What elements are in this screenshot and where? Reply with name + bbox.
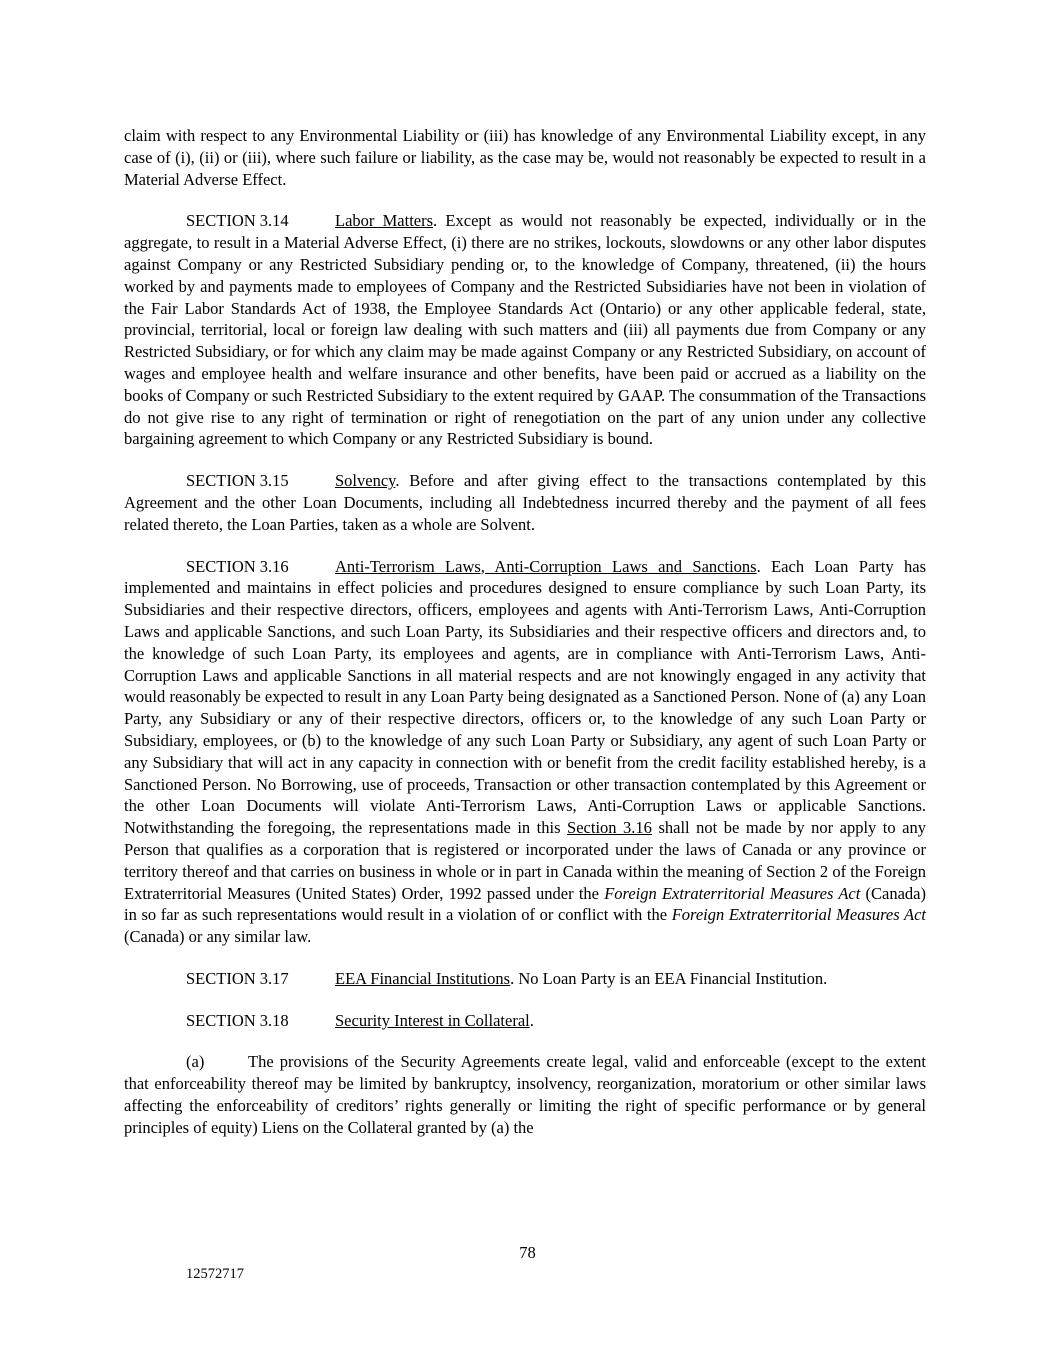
subsection-a — [124, 1051, 926, 1138]
section-body: . No Loan Party is an EEA Financial Institution. — [510, 968, 828, 988]
section-3-15 — [124, 470, 926, 535]
section-number: SECTION 3.15 — [186, 471, 289, 491]
section-title: Labor Matters — [335, 211, 434, 231]
section-body-part-2: shall not be made by nor apply to any Person that qualifies as a corporation that is registered or incorporated under the laws of Canada or any province or territory thereof and that carries on business in whole or in part in Canada within the meaning of Section 2 of the Foreign Extraterritorial Measures (United States) Order, 1992 passed under the — [124, 818, 926, 903]
section-cross-reference: Section 3.16 — [567, 818, 652, 838]
page-content — [124, 125, 926, 1159]
subsection-label: (a) — [186, 1052, 205, 1072]
section-body-part-1: . Each Loan Party has implemented and maintains in effect policies and procedures designed to ensure compliance by such Loan Party, its Subsidiaries and their respective directors, officers, employees and agents with Anti-Terrorism Laws, Anti-Corruption Laws and applicable Sanctions, and such Loan Party, its Subsidiaries and their respective officers and directors and, to the knowledge of such Loan Party, its employees and agents, are in compliance with Anti-Terrorism Laws, Anti-Corruption Laws and applicable Sanctions in all material respects and are not knowingly engaged in any activity that would reasonably be expected to result in any Loan Party being designated as a Sanctioned Person. None of (a) any Loan Party, any Subsidiary or any of their respective directors, officers or, to the knowledge of any such Loan Party or Subsidiary, employees, or (b) to the knowledge of any such Loan Party or Subsidiary, any agent of such Loan Party or any Subsidiary that will act in any capacity in connection with or benefit from the credit facility established hereby, is a Sanctioned Person. No Borrowing, use of proceeds, Transaction or other transaction contemplated by this Agreement or the other Loan Documents will violate Anti-Terrorism Laws, Anti-Corruption Laws or applicable Sanctions. Notwithstanding the foregoing, the representations made in this — [124, 556, 927, 838]
section-title: Solvency — [335, 471, 396, 491]
intro-paragraph: claim with respect to any Environmental Liability or (iii) has knowledge of any Environmental Liability except, in any case of (i), (ii) or (iii), where such failure or liability, as the case may be, would not reasonably be expected to result in a Material Adverse Effect. — [124, 126, 926, 189]
section-number: SECTION 3.16 — [186, 556, 289, 576]
section-body-part-3: (Canada) in so far as such representations would result in a violation of or conflict with the — [124, 883, 926, 925]
act-name-italic: Foreign Extraterritorial Measures Act — [671, 905, 926, 925]
section-body-part-4: (Canada) or any similar law. — [124, 927, 312, 947]
section-number: SECTION 3.18 — [186, 1010, 289, 1030]
section-title: Security Interest in Collateral — [335, 1010, 530, 1030]
section-number: SECTION 3.17 — [186, 968, 289, 988]
section-body: . Before and after giving effect to the transactions contemplated by this Agreement and the other Loan Documents, including all Indebtedness incurred thereby and the payment of all fees related thereto, the Loan Parties, taken as a whole are Solvent. — [124, 471, 926, 534]
section-title: Anti-Terrorism Laws, Anti-Corruption Laws and Sanctions — [335, 556, 757, 576]
subsection-text: The provisions of the Security Agreements create legal, valid and enforceable (except to the extent that enforceability thereof may be limited by bankruptcy, insolvency, reorganization, moratorium or other similar laws affecting the enforceability of creditors’ rights generally or limiting the right of specific performance or by general principles of equity) Liens on the Collateral granted by (a) the — [124, 1052, 926, 1137]
section-body: . Except as would not reasonably be expected, individually or in the aggregate, to result in a Material Adverse Effect, (i) there are no strikes, lockouts, slowdowns or any other labor disputes against Company or any Restricted Subsidiary pending or, to the knowledge of Company, threatened, (ii) the hours worked by and payments made to employees of Company and the Restricted Subsidiaries have not been in violation of the Fair Labor Standards Act of 1938, the Employee Standards Act (Ontario) or any other applicable federal, state, provincial, territorial, local or foreign law dealing with such matters and (iii) all payments due from Company or any Restricted Subsidiary, or for which any claim may be made against Company or any Restricted Subsidiary, on account of wages and employee health and welfare insurance and other benefits, have been paid or accrued as a liability on the books of Company or such Restricted Subsidiary to the extent required by GAAP. The consummation of the Transactions do not give rise to any right of termination or right of renegotiation on the part of any union under any collective bargaining agreement to which Company or any Restricted Subsidiary is bound. — [124, 211, 926, 449]
section-number: SECTION 3.14 — [186, 211, 289, 231]
document-id: 12572717 — [186, 1266, 244, 1282]
section-title: EEA Financial Institutions — [335, 968, 511, 988]
section-3-16 — [124, 556, 926, 948]
section-3-14 — [124, 210, 926, 450]
page-number: 78 — [519, 1243, 536, 1262]
section-3-18 — [124, 1010, 926, 1032]
act-name-italic: Foreign Extraterritorial Measures Act — [604, 883, 861, 903]
section-body: . — [529, 1010, 534, 1030]
section-3-17 — [124, 968, 926, 990]
